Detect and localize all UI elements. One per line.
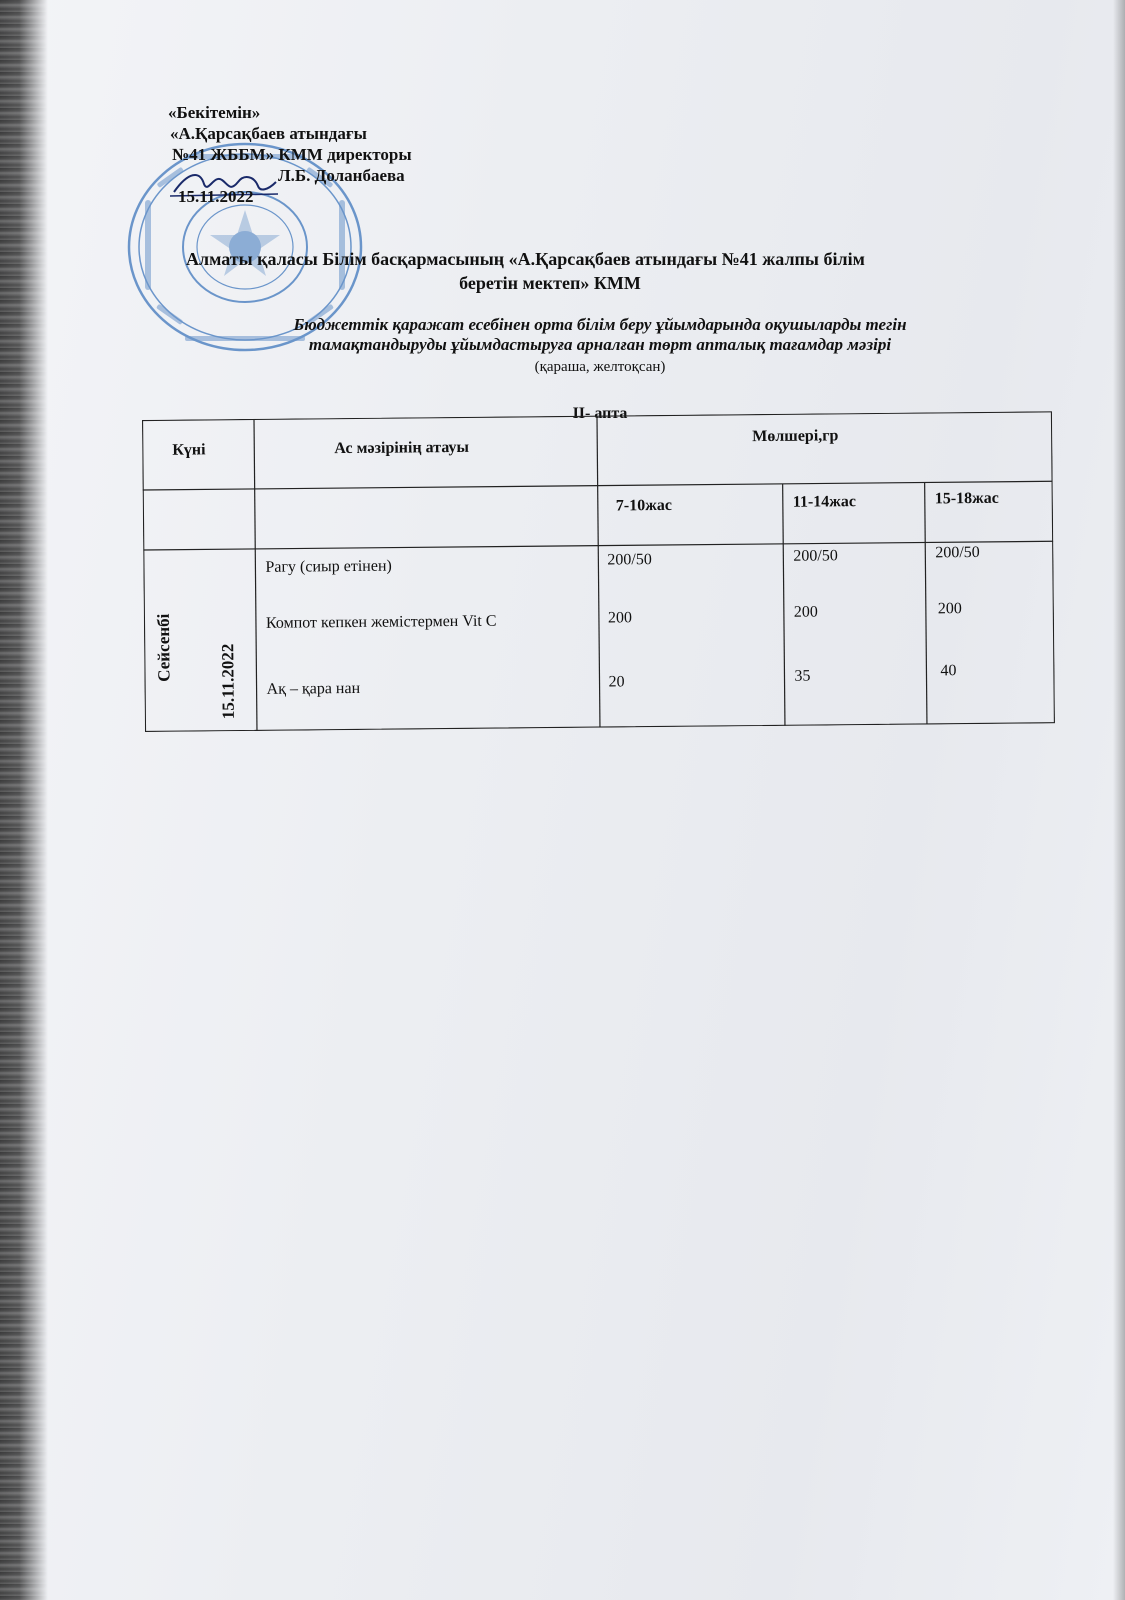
scan-edge-right [1113, 0, 1125, 1600]
day-name: Сейсенбі [153, 613, 174, 682]
amount-11-14: 200/50 [793, 547, 838, 565]
approval-director-title: №41 ЖББМ» КММ директоры [172, 145, 412, 164]
amount-15-18: 40 [940, 662, 957, 680]
amount-15-18: 200/50 [935, 543, 980, 562]
dish-name: Компот кепкен жемістермен Vit C [265, 612, 497, 632]
amount-11-14: 35 [794, 667, 811, 685]
amount-7-10: 20 [608, 673, 625, 691]
menu-table [142, 411, 1055, 732]
dish-name: Ақ – қара нан [266, 679, 361, 698]
header-age-15-18: 15-18жас [934, 489, 999, 508]
approval-heading: «Бекітемін» [168, 103, 261, 122]
approval-date: 15.11.2022 [178, 187, 254, 206]
header-amount: Мөлшері,гр [752, 427, 839, 446]
amount-7-10: 200 [607, 609, 633, 627]
header-age-11-14: 11-14жас [792, 493, 857, 511]
document-title-line-1: Алматы қаласы Білім басқармасының «А.Қарсақбаев атындағы №41 жалпы білім [186, 249, 865, 269]
document-period: (қараша, желтоқсан) [534, 359, 666, 375]
document-title-line-2: беретін мектеп» КММ [459, 273, 641, 293]
approval-block [168, 102, 412, 207]
approval-school-name: «А.Қарсақбаев атындағы [170, 124, 367, 143]
scan-edge-left [0, 0, 48, 1600]
document-subtitle-line-1: Бюджеттік қаражат есебінен орта білім беру ұйымдарында оқушыларды тегін [293, 315, 907, 334]
header-menu-name: Ас мәзірінің атауы [334, 438, 470, 458]
amount-15-18: 200 [937, 600, 962, 618]
amount-11-14: 200 [793, 603, 818, 621]
day-date: 15.11.2022 [218, 643, 238, 720]
dish-name: Рагу (сиыр етінен) [265, 557, 392, 576]
week-label: ІІ- апта [572, 405, 628, 422]
header-day: Күні [172, 441, 206, 459]
approval-director-name: Л.Б. Доланбаева [278, 166, 405, 185]
amount-7-10: 200/50 [607, 551, 652, 569]
header-age-7-10: 7-10жас [615, 496, 672, 515]
document-subtitle-line-2: тамақтандыруды ұйымдастыруға арналған төрт апталық тағамдар мәзірі [308, 335, 892, 354]
